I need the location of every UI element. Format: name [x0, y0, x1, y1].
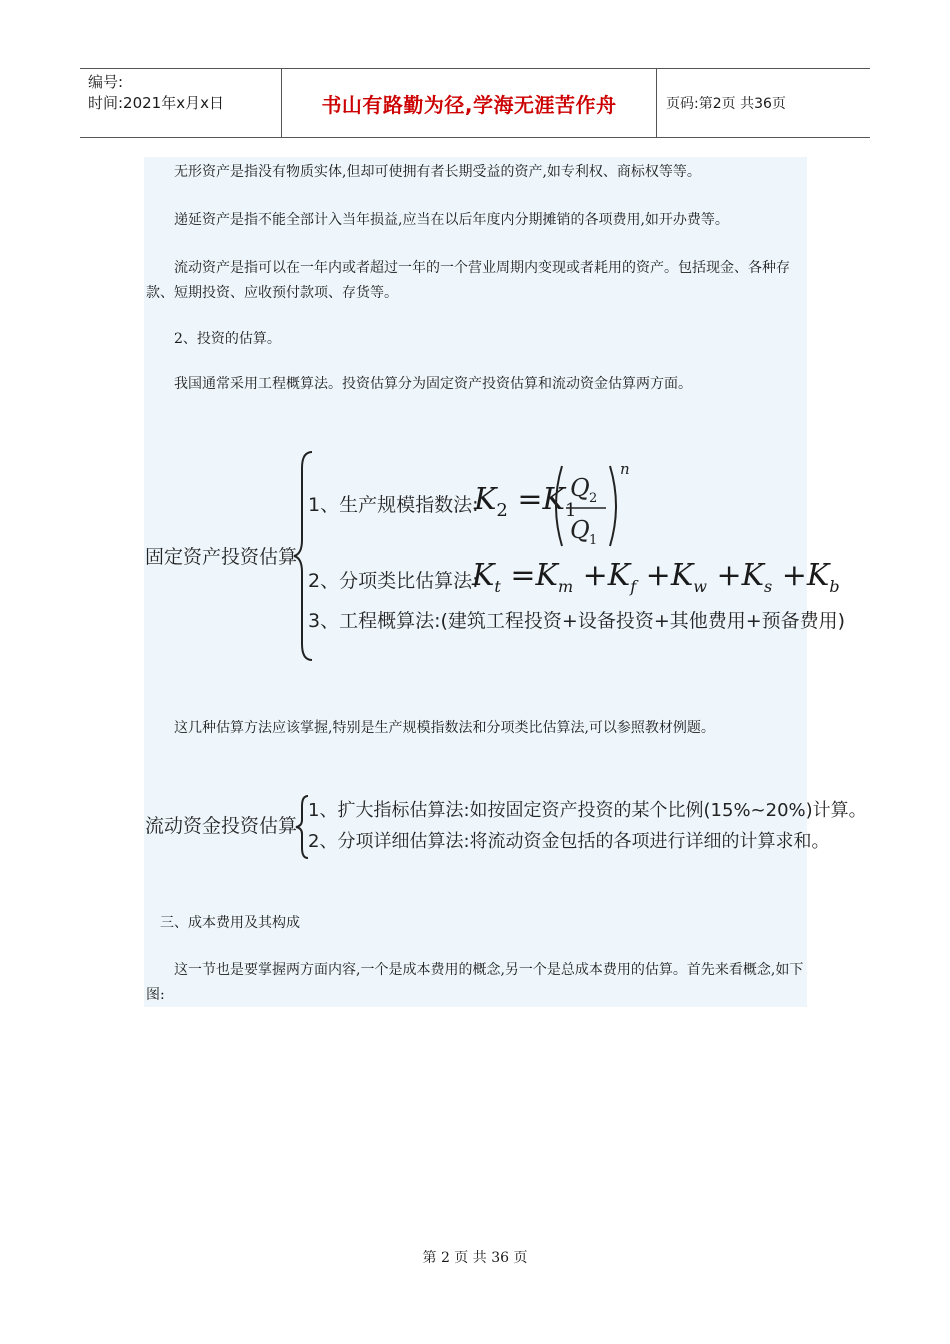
paragraph-methods-note: 这几种估算方法应该掌握,特别是生产规模指数法和分项类比估算法,可以参照教材例题。 [174, 720, 715, 736]
paragraph-current-assets: 流动资产是指可以在一年内或者超过一年的一个营业周期内变现或者耗用的资产。包括现金、各种存款、短期投资、应收预付款项、存货等。 [146, 260, 790, 301]
header-motto-cell [282, 69, 657, 137]
svg-text:1: 1 [589, 533, 598, 548]
fixed-asset-item-analogy: 2、分项类比估算法: [308, 570, 479, 592]
document-number-label: 编号: [88, 73, 124, 91]
formula-kt: $K_t =K_m +K_f +K_w +K_s +K_b$ [472, 558, 840, 596]
header-table [80, 68, 870, 138]
section-heading-investment-estimate: 2、投资的估算。 [174, 331, 281, 347]
header-meta [80, 69, 282, 137]
paragraph-estimation-method: 我国通常采用工程概算法。投资估算分为固定资产投资估算和流动资金估算两方面。 [174, 376, 692, 392]
paragraph-cost-intro: 这一节也是要掌握两方面内容,一个是成本费用的概念,另一个是总成本费用的估算。首先来看概念,如下图: [146, 962, 804, 1003]
page-footer: 第 2 页 共 36 页 [422, 1250, 528, 1266]
svg-text:n: n [620, 460, 630, 478]
paragraph-intangible-assets: 无形资产是指没有物质实体,但却可使拥有者长期受益的资产,如专利权、商标权等等。 [174, 164, 701, 180]
working-capital-item-detailed: 2、分项详细估算法:将流动资金包括的各项进行详细的计算求和。 [308, 831, 830, 852]
fixed-asset-item-scale-index: 1、生产规模指数法: [308, 494, 479, 516]
header-motto: 书山有路勤为径,学海无涯苦作舟 [321, 92, 617, 117]
fixed-asset-brace [290, 448, 320, 666]
svg-text:Q: Q [570, 474, 590, 502]
paragraph-deferred-assets: 递延资产是指不能全部计入当年损益,应当在以后年度内分期摊销的各项费用,如开办费等。 [174, 212, 729, 228]
section-heading-cost-composition: 三、成本费用及其构成 [160, 915, 300, 931]
working-capital-title: 流动资金投资估算 [145, 815, 298, 837]
header-page-label: 页码:第2页 共36页 [666, 96, 786, 112]
formula-ratio-q2-q1 [548, 458, 638, 554]
fixed-asset-title: 固定资产投资估算 [145, 546, 298, 568]
document-time-label: 时间:2021年x月x日 [88, 94, 224, 112]
svg-text:Q: Q [570, 516, 590, 544]
working-capital-item-expanded: 1、扩大指标估算法:如按固定资产投资的某个比例(15%~20%)计算。 [308, 800, 867, 821]
formula-k2: $K_2 =K_1$ [474, 482, 577, 521]
fixed-asset-item-engineering: 3、工程概算法:(建筑工程投资+设备投资+其他费用+预备费用) [308, 610, 846, 632]
svg-text:2: 2 [589, 491, 598, 506]
header-page-cell [656, 69, 870, 137]
